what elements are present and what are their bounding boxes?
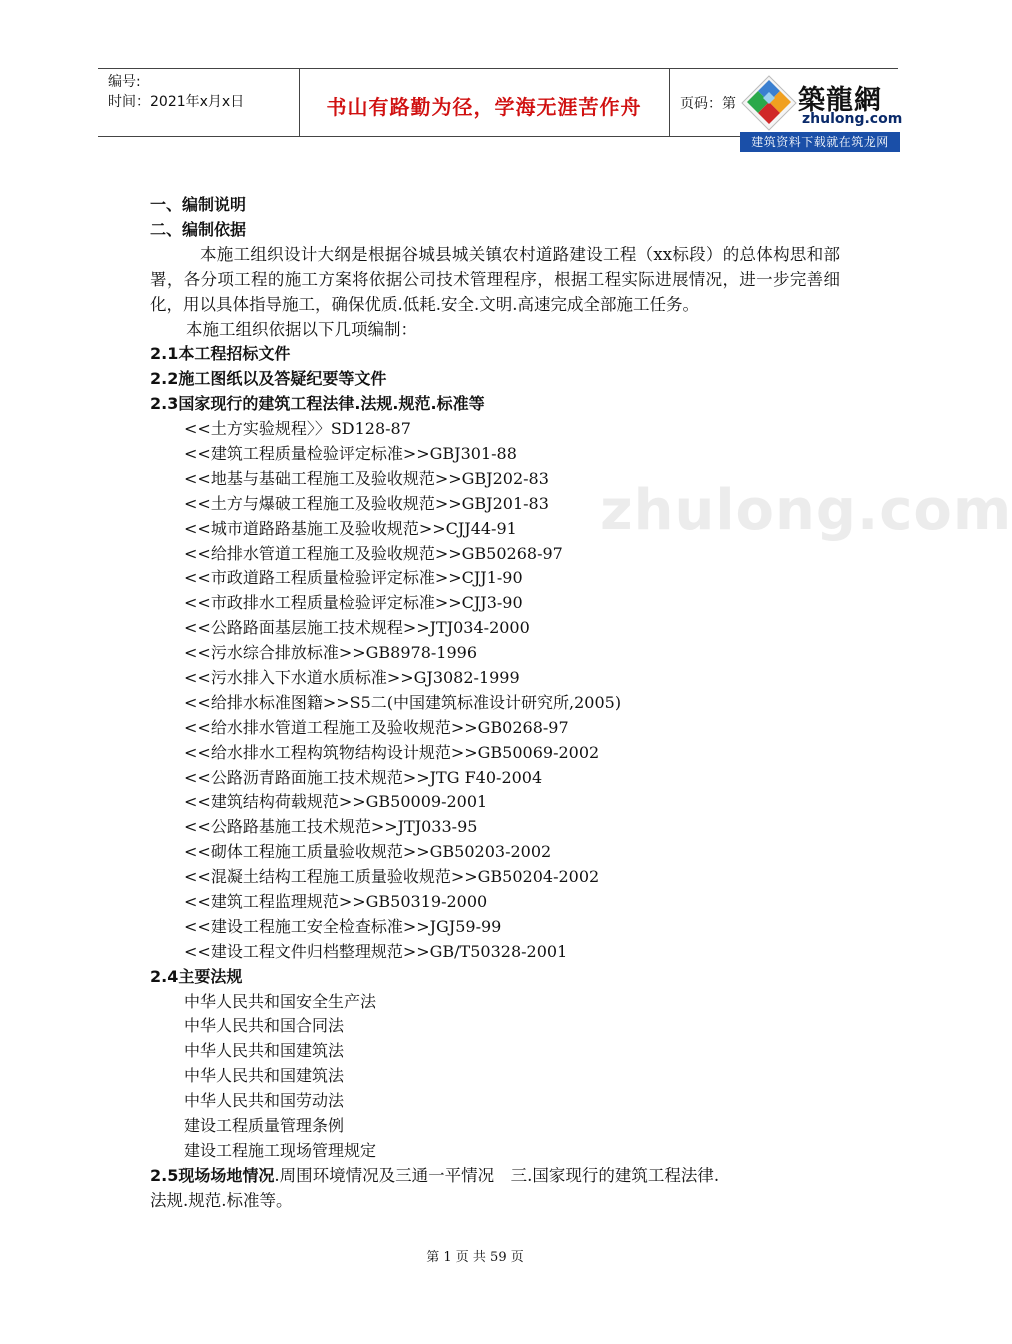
standard-item: <<建筑结构荷载规范>>GB50009-2001 xyxy=(184,792,488,812)
standard-item: <<土方与爆破工程施工及验收规范>>GBJ201-83 xyxy=(184,493,549,513)
section-2-1: 2.1本工程招标文件 xyxy=(150,344,291,364)
standard-item: <<公路路基施工技术规范>>JTJ033-95 xyxy=(184,817,478,837)
standard-item: <<建设工程文件归档整理规范>>GB/T50328-2001 xyxy=(184,941,568,961)
standard-item: <<市政排水工程质量检验评定标准>>CJJ3-90 xyxy=(184,593,523,613)
page-footer: 第 1 页 共 59 页 xyxy=(426,1250,524,1265)
law-item: 建设工程施工现场管理规定 xyxy=(184,1140,377,1160)
section-2-5-continued: 法规.规范.标准等。 xyxy=(150,1190,293,1210)
law-item: 建设工程质量管理条例 xyxy=(184,1116,345,1135)
standard-item: <<公路沥青路面施工技术规范>>JTG F40-2004 xyxy=(184,767,543,787)
standard-item: <<给排水管道工程施工及验收规范>>GB50268-97 xyxy=(184,543,563,563)
time-label: 时间：2021年x月x日 xyxy=(108,94,245,110)
standard-item: <<砌体工程施工质量验收规范>>GB50203-2002 xyxy=(184,842,552,862)
law-item: 中华人民共和国安全生产法 xyxy=(184,991,377,1011)
law-item: 中华人民共和国劳动法 xyxy=(184,1091,345,1111)
section-2-5 xyxy=(150,1164,840,1189)
header-motto-cell xyxy=(299,69,670,136)
standard-item: <<给排水标准图籍>>S5二(中国建筑标准设计研究所,2005) xyxy=(184,692,622,712)
heading-1: 一、编制说明 xyxy=(150,195,247,214)
standard-item: <<城市道路路基施工及验收规范>>CJJ44-91 xyxy=(184,518,517,538)
section-2-2: 2.2施工图纸以及答疑纪要等文件 xyxy=(150,369,387,389)
law-item: 中华人民共和国合同法 xyxy=(184,1016,345,1036)
section-2-4: 2.4主要法规 xyxy=(150,966,243,986)
standard-item: <<地基与基础工程施工及验收规范>>GBJ202-83 xyxy=(184,468,549,488)
standard-item: <<污水排入下水道水质标准>>GJ3082-1999 xyxy=(184,667,520,687)
logo-band: 建筑资料下载就在筑龙网 xyxy=(740,132,900,152)
standard-item: <<混凝土结构工程施工质量验收规范>>GB50204-2002 xyxy=(184,867,600,887)
section-2-5-text: .周围环境情况及三通一平情况 三.国家现行的建筑工程法律. xyxy=(274,1165,720,1185)
header-meta-cell xyxy=(98,69,300,136)
logo-mark-icon xyxy=(740,74,798,132)
watermark: zhulong.com xyxy=(600,478,1012,543)
section-2-5-title: 2.5现场场地情况 xyxy=(150,1165,275,1185)
logo-cn: 築龍網 xyxy=(798,85,882,116)
standard-item: <<市政道路工程质量检验评定标准>>CJJ1-90 xyxy=(184,568,523,588)
standard-item: <<建筑工程质量检验评定标准>>GBJ301-88 xyxy=(184,443,517,463)
page-label: 页码：第 xyxy=(680,96,736,112)
standard-item: <<给水排水管道工程施工及验收规范>>GB0268-97 xyxy=(184,717,569,737)
motto: 书山有路勤为径，学海无涯苦作舟 xyxy=(326,95,642,119)
number-label: 编号: xyxy=(108,74,141,90)
logo-en: zhulong.com xyxy=(802,111,903,127)
document-body xyxy=(150,193,840,1214)
law-item: 中华人民共和国建筑法 xyxy=(184,1041,345,1061)
standard-item: <<污水综合排放标准>>GB8978-1996 xyxy=(184,643,478,663)
section-2-3: 2.3国家现行的建筑工程法律.法规.规范.标准等 xyxy=(150,394,485,414)
standard-item: <<公路路面基层施工技术规程>>JTJ034-2000 xyxy=(184,618,530,638)
standard-item: <<建设工程施工安全检查标准>>JGJ59-99 xyxy=(184,916,502,936)
standard-item: <<给水排水工程构筑物结构设计规范>>GB50069-2002 xyxy=(184,742,600,762)
basis-intro: 本施工组织依据以下几项编制： xyxy=(186,319,417,339)
standard-item: <<建筑工程监理规范>>GB50319-2000 xyxy=(184,891,488,911)
heading-2: 二、编制依据 xyxy=(150,219,247,239)
zhulong-logo xyxy=(740,72,903,152)
intro-paragraph: 本施工组织设计大纲是根据谷城县城关镇农村道路建设工程（xx标段）的总体构思和部署，各分项工程的施工方案将依据公司技术管理程序，根据工程实际进展情况，进一步完善细化，用以具体指导施工，确保优质.低耗.安全.文明.高速完成全部施工任务。 xyxy=(150,244,840,314)
law-item: 中华人民共和国建筑法 xyxy=(184,1066,345,1086)
standard-item: <<土方实验规程〉〉SD128-87 xyxy=(184,419,411,439)
